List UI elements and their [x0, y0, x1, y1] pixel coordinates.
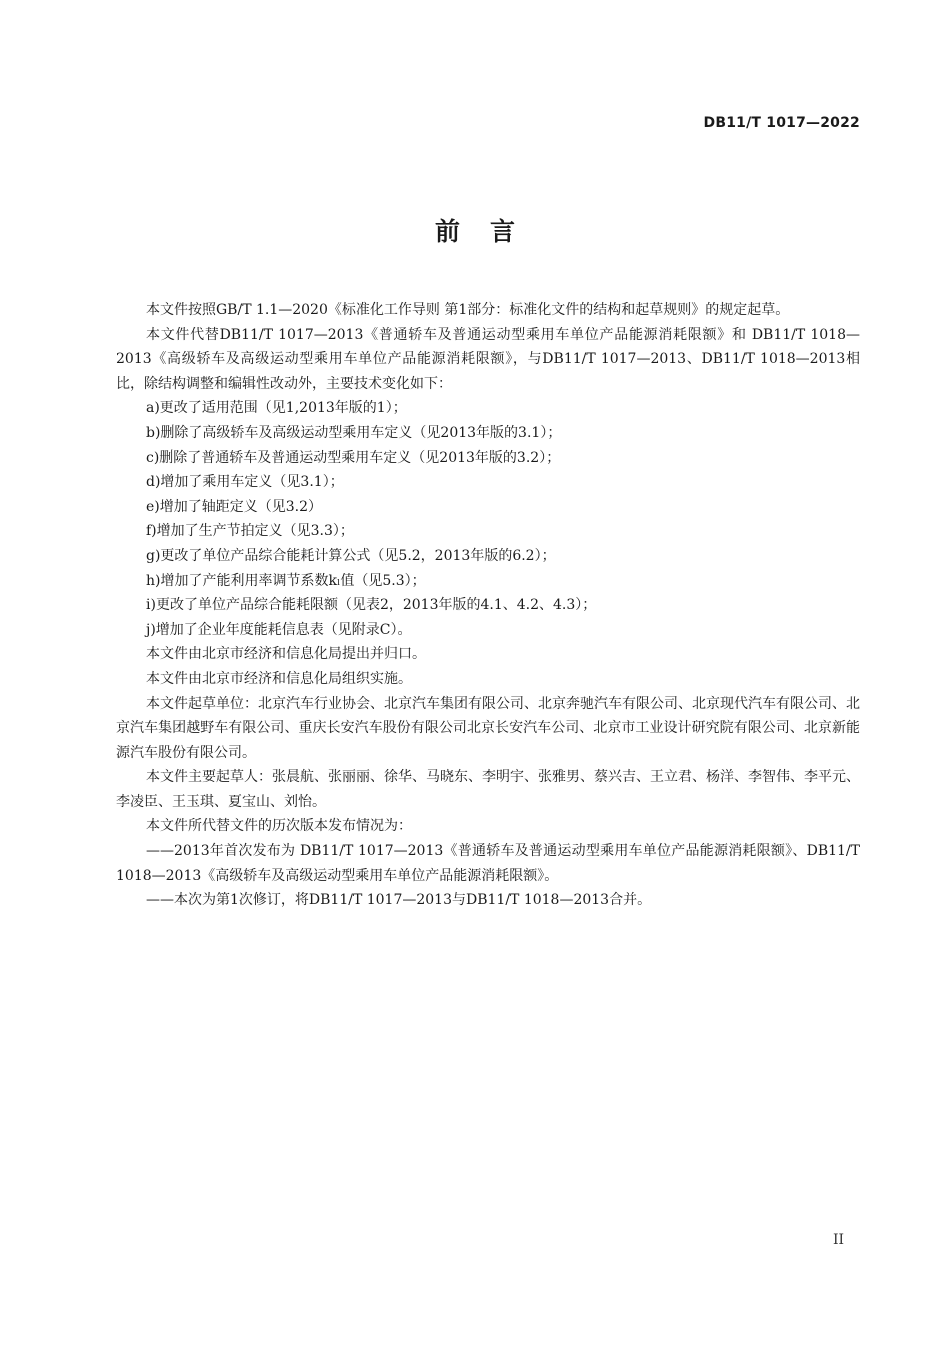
change-item: g)更改了单位产品综合能耗计算公式（见5.2，2013年版的6.2）； — [146, 547, 556, 564]
paragraph-history-2013: ——2013年首次发布为 DB11/T 1017—2013《普通轿车及普通运动型乘用车单位产品能源消耗限额》、DB11/T 1018—2013《高级轿车及高级运动型乘用车单位产品能源消耗限额》。 — [116, 843, 860, 884]
paragraph-drafters: 本文件主要起草人：张晨航、张丽丽、徐华、马晓东、李明宇、张雅男、蔡兴吉、王立君、杨洋、李智伟、李平元、李凌臣、王玉琪、夏宝山、刘怡。 — [116, 769, 860, 810]
change-item: f)增加了生产节拍定义（见3.3）； — [146, 523, 354, 540]
foreword-body — [116, 298, 860, 913]
change-item: c)删除了普通轿车及普通运动型乘用车定义（见2013年版的3.2）； — [146, 449, 561, 466]
paragraph-implementer: 本文件由北京市经济和信息化局组织实施。 — [146, 670, 412, 687]
change-item: j)增加了企业年度能耗信息表（见附录C）。 — [146, 621, 412, 638]
change-item: d)增加了乘用车定义（见3.1）； — [146, 474, 344, 491]
paragraph-replacement: 本文件代替DB11/T 1017—2013《普通轿车及普通运动型乘用车单位产品能源消耗限额》和 DB11/T 1018—2013《高级轿车及高级运动型乘用车单位产品能源消耗限额》，与DB11/T 1017—2013、DB11/T 1018—2013相比，除结构调整和编辑性改动外，主要技术变化如下： — [116, 326, 860, 392]
page-number: II — [832, 1232, 844, 1248]
paragraph-drafting-rules: 本文件按照GB/T 1.1—2020《标准化工作导则 第1部分：标准化文件的结构和起草规则》的规定起草。 — [146, 302, 790, 318]
change-item: e)增加了轴距定义（见3.2） — [146, 498, 323, 515]
paragraph-history-intro: 本文件所代替文件的历次版本发布情况为： — [146, 818, 412, 835]
paragraph-proposer: 本文件由北京市经济和信息化局提出并归口。 — [146, 646, 426, 663]
change-item: h)增加了产能利用率调节系数kₗ值（见5.3）； — [146, 572, 426, 589]
page-title: 前言 — [434, 217, 545, 246]
paragraph-history-revision: ——本次为第1次修订，将DB11/T 1017—2013与DB11/T 1018—2013合并。 — [146, 892, 652, 909]
change-item: b)删除了高级轿车及高级运动型乘用车定义（见2013年版的3.1）； — [146, 424, 562, 441]
paragraph-drafting-units: 本文件起草单位：北京汽车行业协会、北京汽车集团有限公司、北京奔驰汽车有限公司、北京现代汽车有限公司、北京汽车集团越野车有限公司、重庆长安汽车股份有限公司北京长安汽车公司、北京市工业设计研究院有限公司、北京新能源汽车股份有限公司。 — [116, 695, 860, 761]
change-item: i)更改了单位产品综合能耗限额（见表2，2013年版的4.1、4.2、4.3）； — [146, 597, 597, 614]
document-code: DB11/T 1017—2022 — [703, 115, 860, 131]
change-item: a)更改了适用范围（见1,2013年版的1）； — [146, 400, 407, 417]
